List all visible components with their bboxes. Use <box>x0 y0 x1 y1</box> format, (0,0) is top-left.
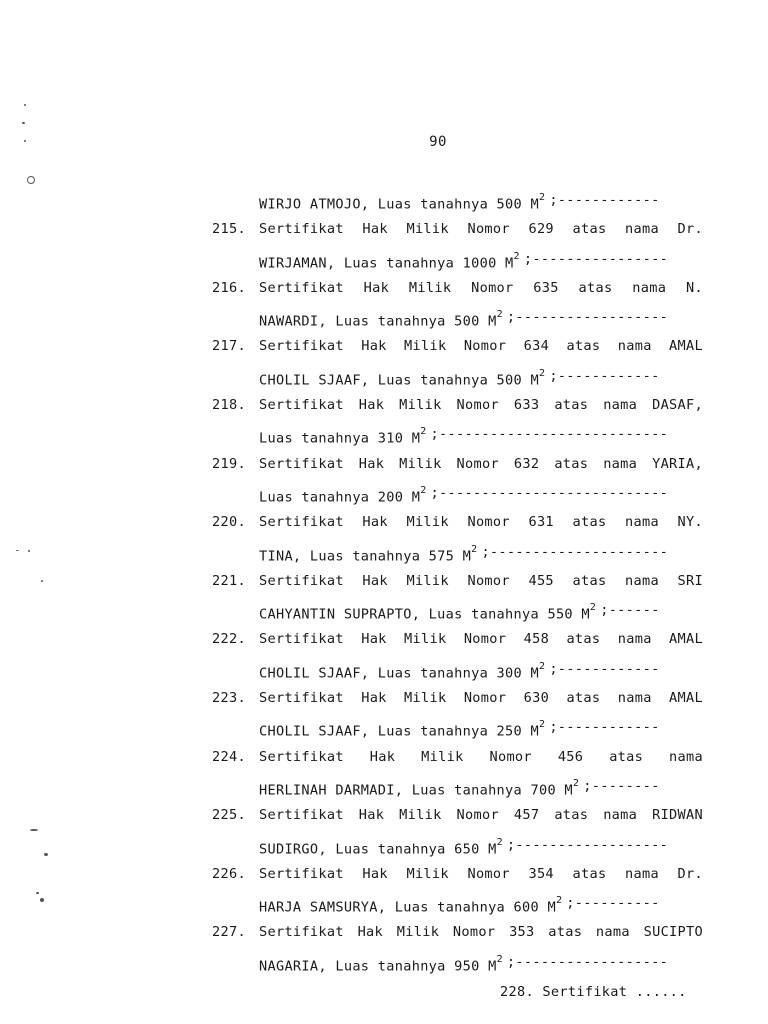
entry-second-text: CHOLIL SJAAF, Luas tanahnya 250 M <box>259 723 539 740</box>
entry-number: 222. <box>212 631 246 648</box>
entry-second-text: Luas tanahnya 200 M <box>259 489 421 506</box>
entry-second-text: HERLINAH DARMADI, Luas tanahnya 700 M <box>259 782 573 799</box>
entry-first-text: Sertifikat Hak Milik Nomor 630 atas nama AMAL <box>259 690 703 707</box>
entry-first-line <box>0 625 768 654</box>
entry-dashes: ;------------------ <box>506 953 669 970</box>
entry-first-text: Sertifikat Hak Milik Nomor 635 atas nama N. <box>259 279 703 296</box>
lead-line-text: WIRJO ATMOJO, Luas tanahnya 500 M <box>259 196 539 213</box>
entry-second-text: WIRJAMAN, Luas tanahnya 1000 M <box>259 255 514 272</box>
lead-line-dashes: ;------------ <box>549 192 660 208</box>
entry-exponent: 2 <box>538 367 546 379</box>
lead-line-exponent: 2 <box>538 192 546 203</box>
entry-dashes: ;------------------ <box>506 309 669 326</box>
entry-number: 226. <box>212 865 246 882</box>
entry-first-line <box>0 918 768 947</box>
entry-second-text: CAHYANTIN SUPRAPTO, Luas tanahnya 550 M <box>259 606 590 623</box>
entry-second-line <box>0 713 768 742</box>
scan-speck <box>41 580 43 582</box>
entry-dashes: ;------------------ <box>506 836 669 853</box>
entry-second-text: SUDIRGO, Luas tanahnya 650 M <box>259 841 497 858</box>
entry-number: 227. <box>212 924 246 941</box>
entry-second-text: CHOLIL SJAAF, Luas tanahnya 300 M <box>259 665 539 682</box>
entry-first-line <box>0 274 768 303</box>
scan-speck <box>28 550 30 552</box>
entry-second-text: TINA, Luas tanahnya 575 M <box>259 548 472 565</box>
entry-number: 215. <box>212 221 246 238</box>
entry-first-line <box>0 508 768 537</box>
entry-first-text: Sertifikat Hak Milik Nomor 458 atas nama AMAL <box>259 631 703 648</box>
entry-first-text: Sertifikat Hak Milik Nomor 629 atas nama Dr. <box>259 221 703 238</box>
entry-second-text: NAGARIA, Luas tanahnya 950 M <box>259 958 497 975</box>
entry-first-line <box>0 801 768 830</box>
entry-number: 218. <box>212 397 246 414</box>
scan-speck <box>22 122 25 124</box>
entry-first-text: Sertifikat Hak Milik Nomor 456 atas nama <box>259 748 703 765</box>
entry-dashes: ;------------ <box>549 367 660 384</box>
entry-first-line <box>0 567 768 596</box>
entry-dashes: ;--------------------------- <box>430 426 669 443</box>
entry-dashes: ;------------ <box>549 660 660 677</box>
entry-number: 219. <box>212 455 246 472</box>
entry-first-line <box>0 450 768 479</box>
entry-second-line <box>0 362 768 391</box>
entry-second-line <box>0 538 768 567</box>
entry-dashes: ;------ <box>600 602 660 619</box>
entry-first-line <box>0 215 768 244</box>
entry-second-line <box>0 772 768 801</box>
entry-dashes: ;---------- <box>566 895 660 912</box>
page-number: 90 <box>429 134 447 150</box>
entry-first-text: Sertifikat Hak Milik Nomor 457 atas nama RIDWAN <box>259 807 703 824</box>
entry-first-text: Sertifikat Hak Milik Nomor 633 atas nama DASAF, <box>259 397 703 414</box>
certificate-list <box>0 186 768 977</box>
entry-exponent: 2 <box>420 426 427 438</box>
entry-number: 223. <box>212 690 246 707</box>
entry-number: 224. <box>212 748 246 765</box>
entry-dashes: ;--------------------- <box>481 543 669 560</box>
entry-exponent: 2 <box>589 602 597 614</box>
entry-number: 220. <box>212 514 246 531</box>
entry-first-line <box>0 391 768 420</box>
entry-first-line <box>0 684 768 713</box>
entry-second-line <box>0 420 768 449</box>
entry-second-text: Luas tanahnya 310 M <box>259 430 421 447</box>
entry-first-line <box>0 332 768 361</box>
entry-second-line <box>0 303 768 332</box>
entry-first-text: Sertifikat Hak Milik Nomor 631 atas nama NY. <box>259 514 703 531</box>
entry-number: 217. <box>212 338 246 355</box>
entry-first-text: Sertifikat Hak Milik Nomor 634 atas nama AMAL <box>259 338 703 355</box>
entry-second-line <box>0 889 768 918</box>
lead-line <box>0 186 768 215</box>
entry-exponent: 2 <box>496 836 503 848</box>
entry-second-line <box>0 831 768 860</box>
entry-dashes: ;------------ <box>549 719 660 736</box>
entry-exponent: 2 <box>513 250 520 262</box>
scan-speck <box>24 104 26 106</box>
entry-dashes: ;---------------- <box>523 250 669 267</box>
entry-first-text: Sertifikat Hak Milik Nomor 455 atas nama SRI <box>259 572 703 589</box>
entry-exponent: 2 <box>538 719 546 731</box>
entry-second-line <box>0 479 768 508</box>
entry-exponent: 2 <box>538 660 546 672</box>
scan-speck <box>36 892 39 894</box>
scan-speck <box>16 550 19 551</box>
entry-number: 221. <box>212 572 246 589</box>
entry-second-line <box>0 245 768 274</box>
closing-catchword: 228. Sertifikat ...... <box>500 984 687 1000</box>
entry-second-text: NAWARDI, Luas tanahnya 500 M <box>259 313 497 330</box>
entry-second-line <box>0 655 768 684</box>
entry-second-line <box>0 596 768 625</box>
entry-exponent: 2 <box>496 953 503 965</box>
entry-exponent: 2 <box>572 777 580 789</box>
entry-second-text: CHOLIL SJAAF, Luas tanahnya 500 M <box>259 372 539 389</box>
entry-second-line <box>0 948 768 977</box>
entry-second-text: HARJA SAMSURYA, Luas tanahnya 600 M <box>259 899 556 916</box>
scan-speck <box>24 140 26 142</box>
entry-dashes: ;-------- <box>583 777 660 794</box>
entry-first-text: Sertifikat Hak Milik Nomor 354 atas nama Dr. <box>259 865 703 882</box>
entry-number: 216. <box>212 279 246 296</box>
entry-exponent: 2 <box>555 895 563 907</box>
entry-first-line <box>0 860 768 889</box>
entry-first-text: Sertifikat Hak Milik Nomor 353 atas nama SUCIPTO <box>259 924 703 941</box>
entry-exponent: 2 <box>496 309 503 321</box>
scan-speck <box>44 853 48 856</box>
scan-speck <box>27 176 35 184</box>
entry-exponent: 2 <box>471 543 478 555</box>
entry-number: 225. <box>212 807 246 824</box>
entry-first-text: Sertifikat Hak Milik Nomor 632 atas nama YARIA, <box>259 455 703 472</box>
scan-speck <box>40 898 44 902</box>
entry-dashes: ;--------------------------- <box>430 484 669 501</box>
scan-speck <box>30 829 38 831</box>
entry-first-line <box>0 743 768 772</box>
entry-exponent: 2 <box>420 484 427 496</box>
